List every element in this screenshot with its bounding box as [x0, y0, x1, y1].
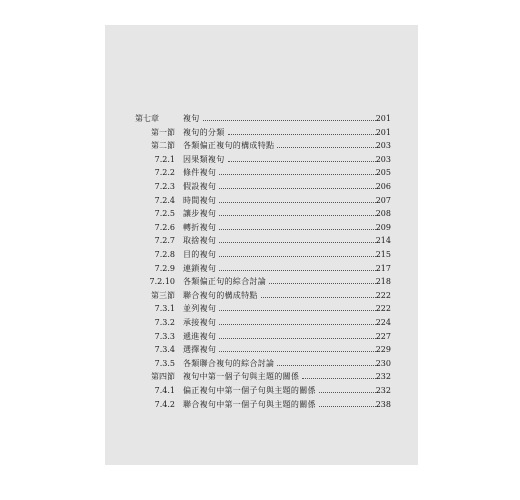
toc-entry-number: 7.2.10 — [149, 277, 175, 287]
toc-entry — [105, 113, 418, 125]
toc-entry-title: 承接複句 — [183, 318, 217, 327]
toc-entry-number: 第七章 — [135, 114, 159, 123]
toc-entry-title: 時間複句 — [183, 195, 217, 205]
toc-entry-number: 7.2.4 — [154, 195, 175, 205]
toc-entry-number: 7.2.3 — [154, 182, 175, 191]
toc-entry-title: 假設複句 — [183, 182, 217, 191]
toc-entry-page: 214 — [375, 236, 391, 246]
toc-dot-leader — [302, 378, 378, 379]
toc-entry — [105, 154, 418, 166]
toc-dot-leader — [219, 270, 378, 271]
toc-entry — [105, 276, 418, 288]
toc-entry-page: 232 — [375, 372, 391, 382]
toc-entry-page: 227 — [375, 331, 391, 341]
document-page — [105, 25, 418, 465]
toc-dot-leader — [277, 365, 378, 366]
toc-entry — [105, 195, 418, 207]
toc-entry — [105, 181, 418, 193]
toc-entry-number: 7.4.1 — [154, 386, 175, 395]
toc-entry — [105, 371, 418, 383]
toc-dot-leader — [319, 392, 378, 393]
toc-entry-title: 連鎖複句 — [183, 263, 217, 273]
toc-entry-page: 203 — [375, 154, 391, 164]
toc-dot-leader — [219, 174, 378, 175]
toc-entry-page: 215 — [375, 250, 391, 259]
toc-entry-number: 第一節 — [151, 127, 175, 137]
toc-dot-leader — [228, 134, 378, 135]
toc-entry — [105, 385, 418, 397]
toc-entry-page: 209 — [375, 222, 391, 232]
toc-entry-title: 各類聯合複句的綜合討論 — [183, 358, 275, 368]
toc-entry — [105, 317, 418, 329]
toc-entry-number: 第四節 — [151, 372, 175, 382]
toc-entry-page: 201 — [375, 114, 391, 123]
toc-entry — [105, 140, 418, 152]
toc-entry-number: 7.3.3 — [154, 331, 175, 341]
toc-entry-page: 222 — [375, 290, 391, 300]
toc-entry-title: 讓步複句 — [183, 209, 217, 219]
toc-entry-title: 選擇複句 — [183, 345, 217, 355]
toc-entry-number: 7.2.1 — [154, 154, 175, 164]
toc-dot-leader — [219, 229, 378, 230]
toc-entry-title: 因果類複句 — [183, 154, 225, 164]
toc-entry-number: 7.4.2 — [154, 399, 175, 409]
toc-dot-leader — [261, 297, 378, 298]
toc-entry — [105, 331, 418, 343]
toc-entry-number: 第二節 — [151, 141, 175, 151]
toc-entry-title: 偏正複句中第一個子句與主題的關係 — [183, 386, 316, 395]
toc-entry-title: 並列複句 — [183, 304, 217, 314]
toc-entry-title: 複句的分類 — [183, 127, 225, 137]
toc-entry — [105, 208, 418, 220]
toc-entry — [105, 344, 418, 356]
toc-entry-title: 取捨複句 — [183, 236, 217, 246]
toc-entry-page: 224 — [375, 318, 391, 327]
toc-entry-title: 各類偏正複句的構成特點 — [183, 141, 275, 151]
toc-entry — [105, 235, 418, 247]
toc-entry — [105, 303, 418, 315]
toc-entry-page: 229 — [375, 345, 391, 355]
toc-entry-number: 7.2.5 — [154, 209, 175, 219]
toc-dot-leader — [219, 324, 378, 325]
toc-entry-title: 目的複句 — [183, 250, 217, 259]
toc-entry-title: 條件複句 — [183, 168, 217, 178]
toc-dot-leader — [219, 215, 378, 216]
toc-entry-number: 7.3.5 — [154, 358, 175, 368]
toc-dot-leader — [319, 406, 378, 407]
toc-entry-number: 第三節 — [151, 290, 175, 300]
toc-entry-number: 7.3.1 — [154, 304, 175, 314]
toc-entry-page: 207 — [375, 195, 391, 205]
toc-entry-page: 232 — [375, 386, 391, 395]
toc-entry-title: 聯合複句中第一個子句與主題的關係 — [183, 399, 316, 409]
toc-entry-page: 222 — [375, 304, 391, 314]
toc-entry-page: 206 — [375, 182, 391, 191]
toc-dot-leader — [219, 310, 378, 311]
toc-dot-leader — [219, 242, 378, 243]
toc-entry-title: 複句 — [183, 114, 200, 123]
toc-dot-leader — [219, 202, 378, 203]
toc-entry — [105, 249, 418, 261]
toc-entry-page: 218 — [375, 277, 391, 287]
toc-entry-number: 7.2.8 — [154, 250, 175, 259]
toc-entry-number: 7.2.7 — [154, 236, 175, 246]
toc-dot-leader — [228, 161, 378, 162]
toc-entry — [105, 399, 418, 411]
toc-entry-number: 7.2.6 — [154, 222, 175, 232]
toc-entry-title: 聯合複句的構成特點 — [183, 290, 258, 300]
toc-entry-title: 複句中第一個子句與主題的關係 — [183, 372, 300, 382]
toc-entry-page: 238 — [375, 399, 391, 409]
toc-dot-leader — [277, 147, 378, 148]
toc-entry-page: 230 — [375, 358, 391, 368]
toc-entry — [105, 358, 418, 370]
toc-entry-page: 203 — [375, 141, 391, 151]
toc-entry-number: 7.2.2 — [154, 168, 175, 178]
toc-entry-page: 201 — [375, 127, 391, 137]
toc-dot-leader — [203, 120, 378, 121]
toc-dot-leader — [219, 256, 378, 257]
toc-entry — [105, 127, 418, 139]
toc-dot-leader — [269, 283, 378, 284]
toc-entry-number: 7.3.2 — [154, 318, 175, 327]
toc-entry-title: 遞進複句 — [183, 331, 217, 341]
toc-dot-leader — [219, 351, 378, 352]
toc-entry-number: 7.3.4 — [154, 345, 175, 355]
toc-entry-page: 205 — [375, 168, 391, 178]
toc-entry-number: 7.2.9 — [154, 263, 175, 273]
toc-entry — [105, 167, 418, 179]
toc-entry-page: 208 — [375, 209, 391, 219]
toc-entry — [105, 263, 418, 275]
toc-entry-page: 217 — [375, 263, 391, 273]
toc-entry-title: 轉折複句 — [183, 222, 217, 232]
toc-entry — [105, 290, 418, 302]
toc-entry — [105, 222, 418, 234]
toc-dot-leader — [219, 188, 378, 189]
toc-entry-title: 各類偏正句的綜合討論 — [183, 277, 266, 287]
toc-dot-leader — [219, 338, 378, 339]
